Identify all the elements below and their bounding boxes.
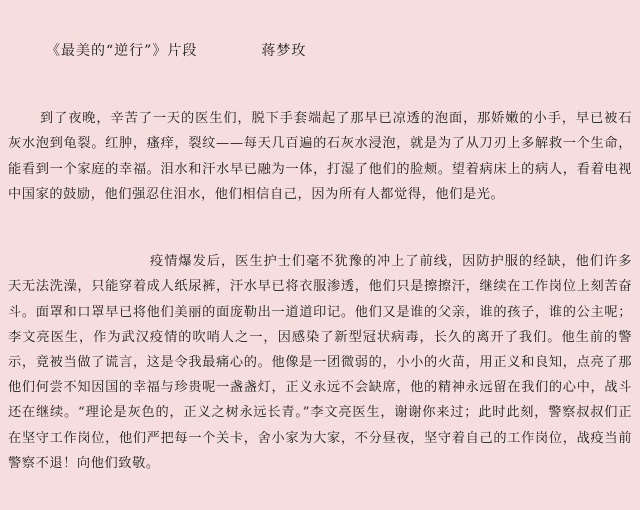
author-name: 蒋梦玫 bbox=[261, 43, 307, 59]
paragraph-2: 疫情爆发后，医生护士们毫不犹豫的冲上了前线，因防护服的经缺，他们许多天无法洗澡，只能穿着成人纸尿裤，汗水早已将衣服渗透，他们只是擦擦汗，继续在工作岗位上刻苦奋斗。面罩和口罩早已将他们美丽的面庞勒出一道道印记。他们又是谁的父亲，谁的孩子，谁的公主呢；李文亮医生，作为武汉疫情的吹哨人之一，因感染了新型冠状病毒，长久的离开了我们。他生前的警示，竟被当做了谎言，这是令我最痛心的。他像是一团微弱的，小小的火苗，用正义和良知，点亮了那他们何尝不知因国的幸福与珍贵呢一盏盏灯，正义永远不会缺席，他的精神永远留在我们的心中，战斗还在继续。“理论是灰色的，正义之树永远长青。”李文亮医生，谢谢你来过；此时此刻，警察叔叔们正在坚守工作岗位，他们严把每一个关卡，舍小家为大家，不分昼夜，坚守着自己的工作岗位，战疫当前警察不退！向他们致敬。 bbox=[8, 254, 632, 471]
title-line bbox=[46, 40, 306, 60]
paragraph-1: 到了夜晚，辛苦了一天的医生们，脱下手套端起了那早已凉透的泡面，那娇嫩的小手，早已被石灰水泡到龟裂。红肿，瘙痒，裂纹——每天几百遍的石灰水浸泡，就是为了从刀刃上多解救一个生命，能看到一个家庭的幸福。泪水和汗水早已融为一体，打湿了他们的脸颊。望着病床上的病人，看着电视中国家的鼓励，他们强忍住泪水，他们相信自己，因为所有人都觉得，他们是光。 bbox=[8, 111, 632, 202]
essay-title: 《最美的“逆行”》片段 bbox=[46, 43, 198, 59]
